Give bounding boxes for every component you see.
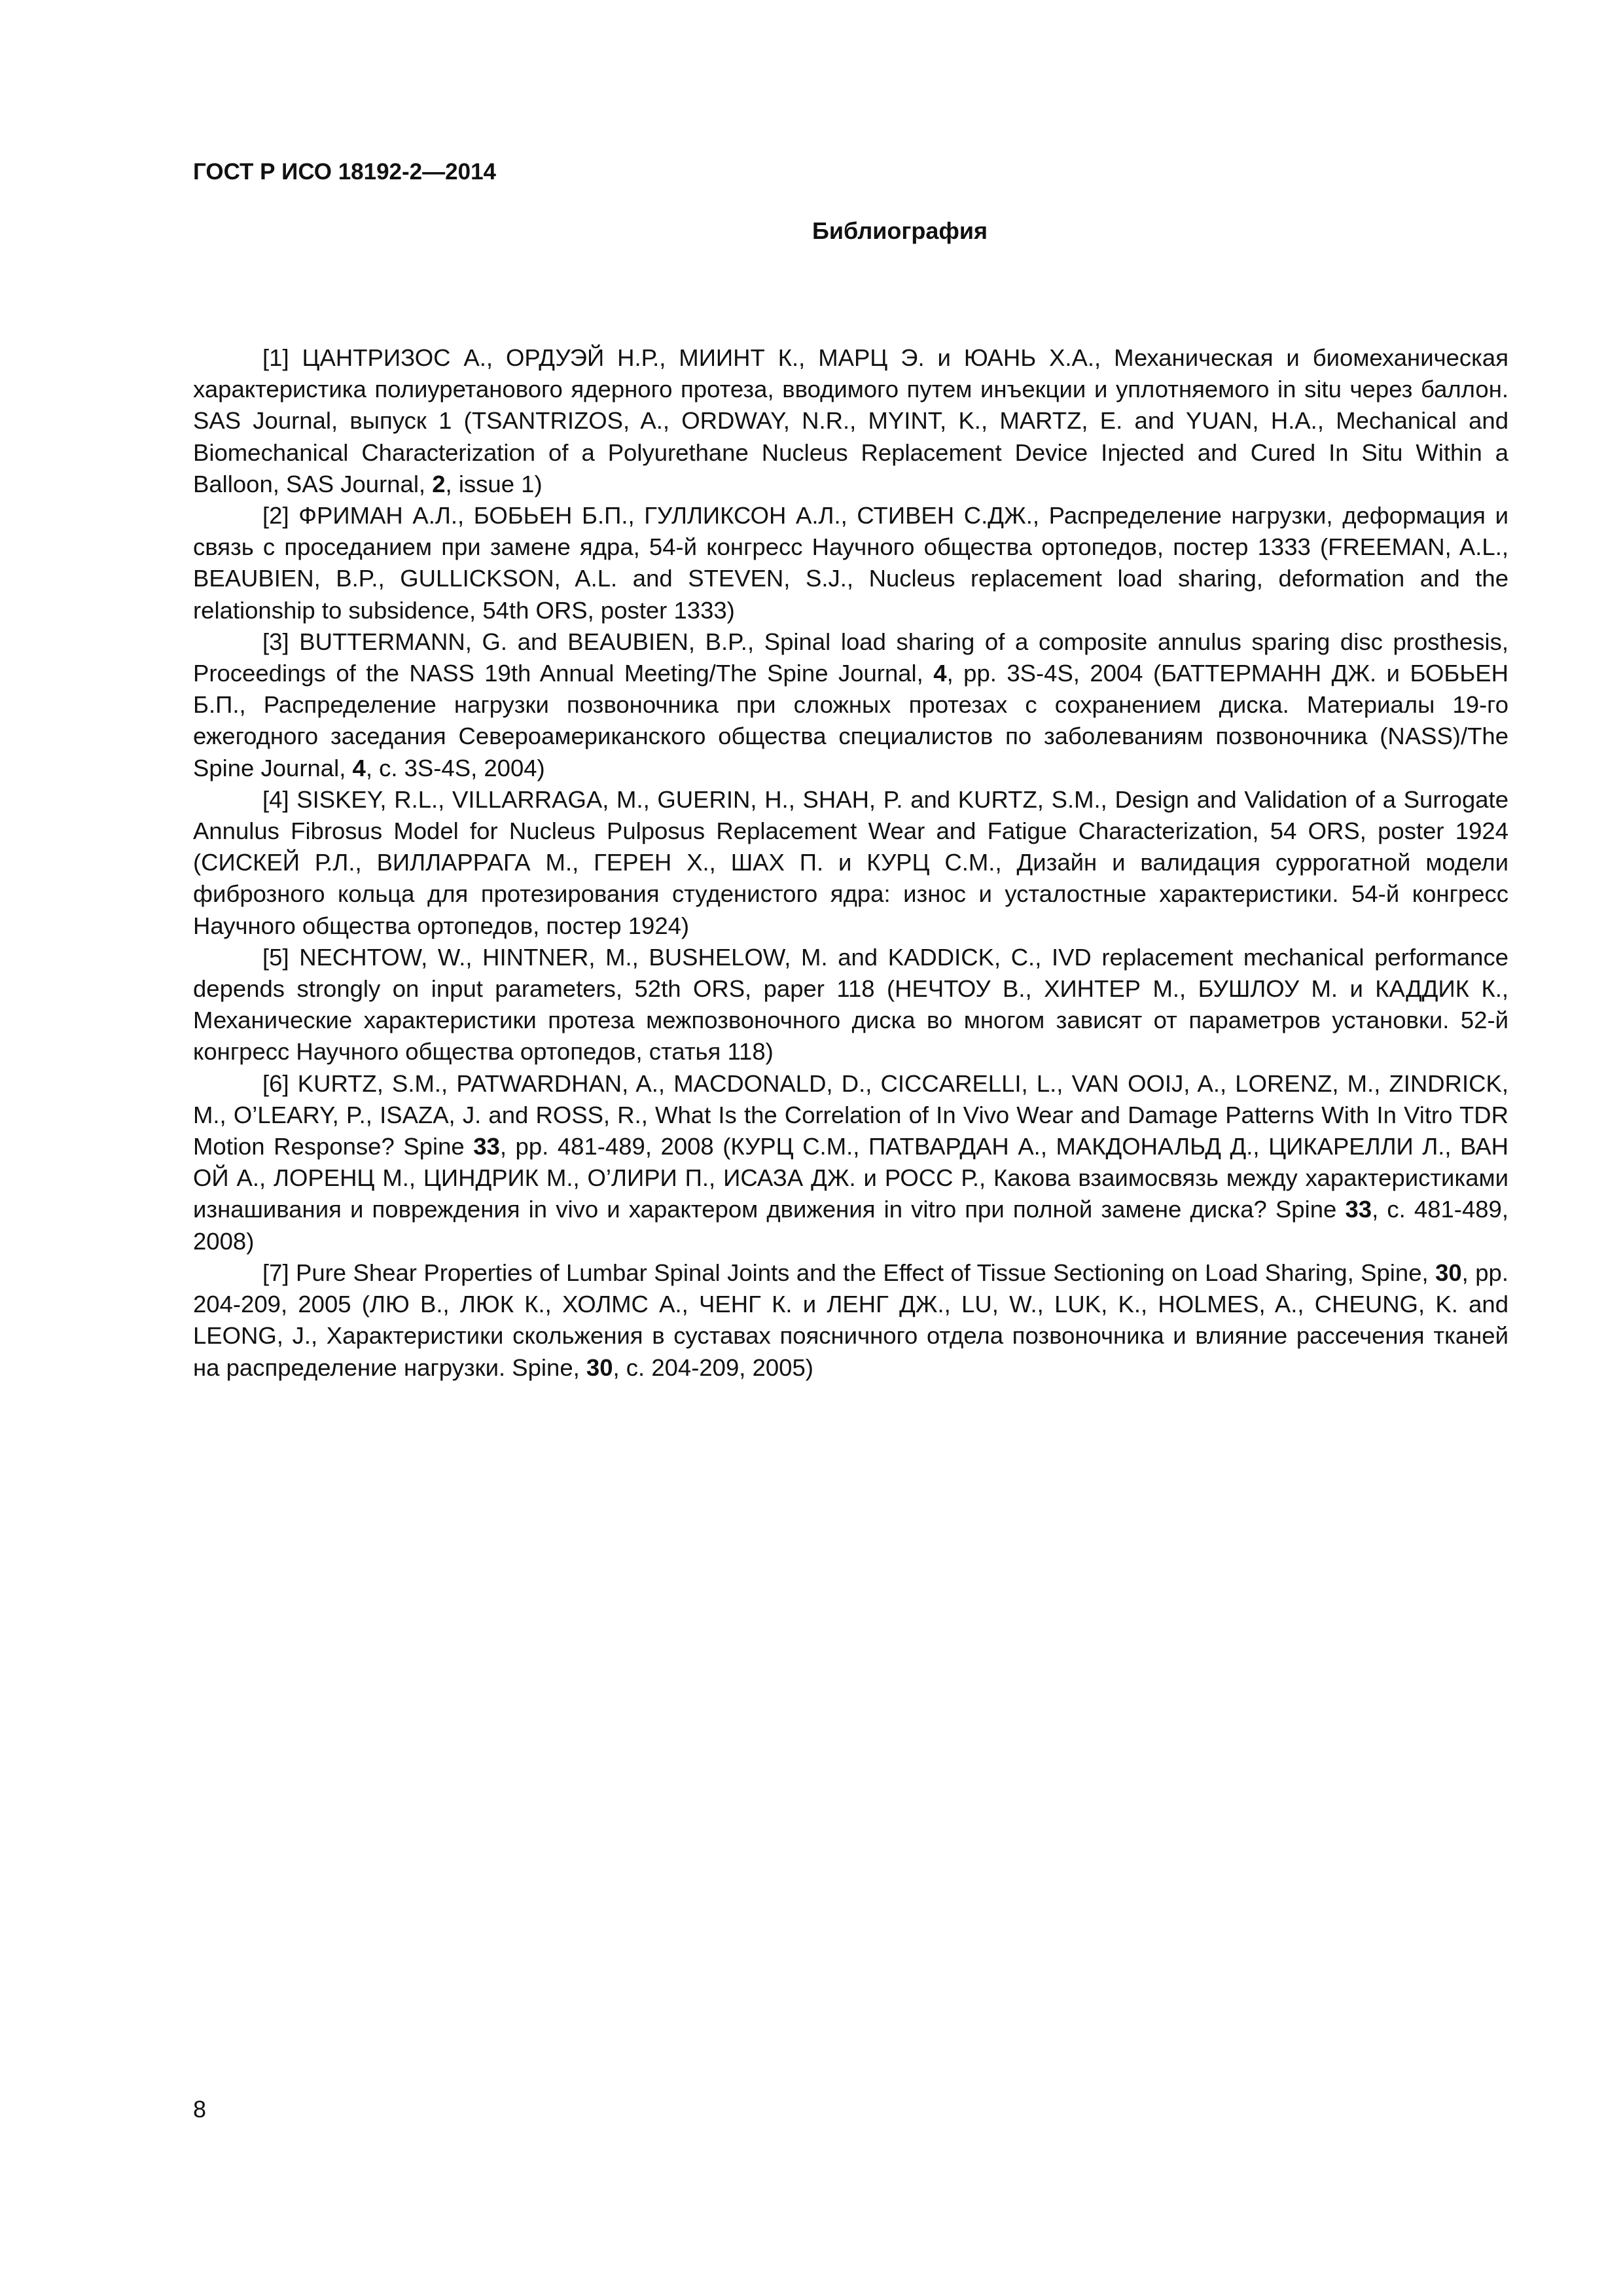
reference-volume: 33 xyxy=(473,1133,500,1160)
reference-volume: 30 xyxy=(1435,1259,1462,1286)
reference-volume: 4 xyxy=(352,754,366,781)
reference-list xyxy=(193,342,1508,1384)
reference-item xyxy=(193,942,1508,1068)
reference-volume: 2 xyxy=(432,470,446,497)
reference-text: [3] BUTTERMANN, G. and BEAUBIEN, B.P., Spinal load sharing of a composite annulus sparing disc prosthesis, Proceedings of the NASS 19th Annual Meeting/The Spine Journal, xyxy=(193,628,1508,687)
reference-text: , с. 3S-4S, 2004) xyxy=(365,754,545,781)
reference-text: , с. 204-209, 2005) xyxy=(613,1354,813,1381)
reference-text: [5] NECHTOW, W., HINTNER, M., BUSHELOW, M. and KADDICK, C., IVD replacement mechanical performance depends strongly on input parameters, 52th ORS, paper 118 (НЕЧТОУ В., ХИНТЕР М., БУШЛОУ М. и КАДДИК К., Механические характеристики протеза межпозвоночного диска во многом зависят от параметров установки. 52-й конгресс Научного общества ортопедов, статья 118) xyxy=(193,943,1508,1066)
reference-item xyxy=(193,1257,1508,1384)
reference-text: , pp. 3S-4S, 2004 (БАТТЕРМАНН ДЖ. и БОБЬЕН Б.П., Распределение нагрузки позвоночника при сложных протезах с сохранением диска. Материалы 19-го ежегодного заседания Североамериканского общества специалистов по заболеваниям позвоночника (NASS)/The Spine Journal, xyxy=(193,660,1508,781)
reference-text: , pp. 481-489, 2008 (КУРЦ С.М., ПАТВАРДАН А., МАКДОНАЛЬД Д., ЦИКАРЕЛЛИ Л., ВАН ОЙ А., ЛОРЕНЦ М., ЦИНДРИК М., О’ЛИРИ П., ИСАЗА ДЖ. и РОСС Р., Какова взаимосвязь между характеристиками изнашивания и повреждения in vivo и характером движения in vitro при полной замене диска? Spine xyxy=(193,1133,1508,1223)
document-code: ГОСТ Р ИСО 18192-2—2014 xyxy=(193,159,496,185)
reference-text: [1] ЦАНТРИЗОС А., ОРДУЭЙ Н.Р., МИИНТ К., МАРЦ Э. и ЮАНЬ Х.А., Механическая и биомеханическая характеристика полиуретанового ядерного протеза, вводимого путем инъекции и уплотняемого in situ через баллон. SAS Journal, выпуск 1 (TSANTRIZOS, A., ORDWAY, N.R., MYINT, K., MARTZ, E. and YUAN, H.A., Mechanical and Biomechanical Characterization of a Polyurethane Nucleus Replacement Device Injected and Cured In Situ Within a Balloon, SAS Journal, xyxy=(193,344,1508,497)
reference-volume: 4 xyxy=(933,660,947,687)
reference-text: [2] ФРИМАН А.Л., БОБЬЕН Б.П., ГУЛЛИКСОН А.Л., СТИВЕН С.ДЖ., Распределение нагрузки, деформация и связь с проседанием при замене ядра, 54-й конгресс Научного общества ортопедов, постер 1333 (FREEMAN, A.L., BEAUBIEN, B.P., GULLICKSON, A.L. and STEVEN, S.J., Nucleus replacement load sharing, deformation and the relationship to subsidence, 54th ORS, poster 1333) xyxy=(193,502,1508,624)
reference-volume: 33 xyxy=(1345,1196,1372,1223)
reference-text: [6] KURTZ, S.M., PATWARDHAN, A., MACDONALD, D., CICCARELLI, L., VAN OOIJ, A., LORENZ, M., ZINDRICK, M., O’LEARY, P., ISAZA, J. and ROSS, R., What Is the Correlation of In Vivo Wear and Damage Patterns With In Vitro TDR Motion Response? Spine xyxy=(193,1069,1508,1160)
reference-volume: 30 xyxy=(586,1354,613,1381)
reference-text: [7] Pure Shear Properties of Lumbar Spinal Joints and the Effect of Tissue Sectioning on Load Sharing, Spine, xyxy=(262,1259,1436,1286)
reference-item xyxy=(193,626,1508,784)
reference-item xyxy=(193,342,1508,500)
reference-item xyxy=(193,1068,1508,1257)
reference-item xyxy=(193,784,1508,942)
reference-text: , с. 481-489, 2008) xyxy=(193,1196,1508,1255)
reference-text: , issue 1) xyxy=(445,470,543,497)
page-number: 8 xyxy=(193,2096,207,2123)
reference-text: [4] SISKEY, R.L., VILLARRAGA, M., GUERIN, H., SHAH, P. and KURTZ, S.M., Design and Validation of a Surrogate Annulus Fibrosus Model for Nucleus Pulposus Replacement Wear and Fatigue Characterization, 54 ORS, poster 1924 (СИСКЕЙ Р.Л., ВИЛЛАРРАГА М., ГЕРЕН Х., ШАХ П. и КУРЦ С.М., Дизайн и валидация суррогатной модели фиброзного кольца для протезирования студенистого ядра: износ и усталостные характеристики. 54-й конгресс Научного общества ортопедов, постер 1924) xyxy=(193,785,1508,939)
page-title: Библиография xyxy=(812,217,988,244)
reference-text: , pp. 204-209, 2005 (ЛЮ В., ЛЮК К., ХОЛМС А., ЧЕНГ К. и ЛЕНГ ДЖ., LU, W., LUK, K., HOLMES, A., CHEUNG, K. and LEONG, J., Характеристики скольжения в суставах поясничного отдела позвоночника и влияние рассечения тканей на распределение нагрузки. Spine, xyxy=(193,1259,1508,1381)
reference-item xyxy=(193,500,1508,626)
